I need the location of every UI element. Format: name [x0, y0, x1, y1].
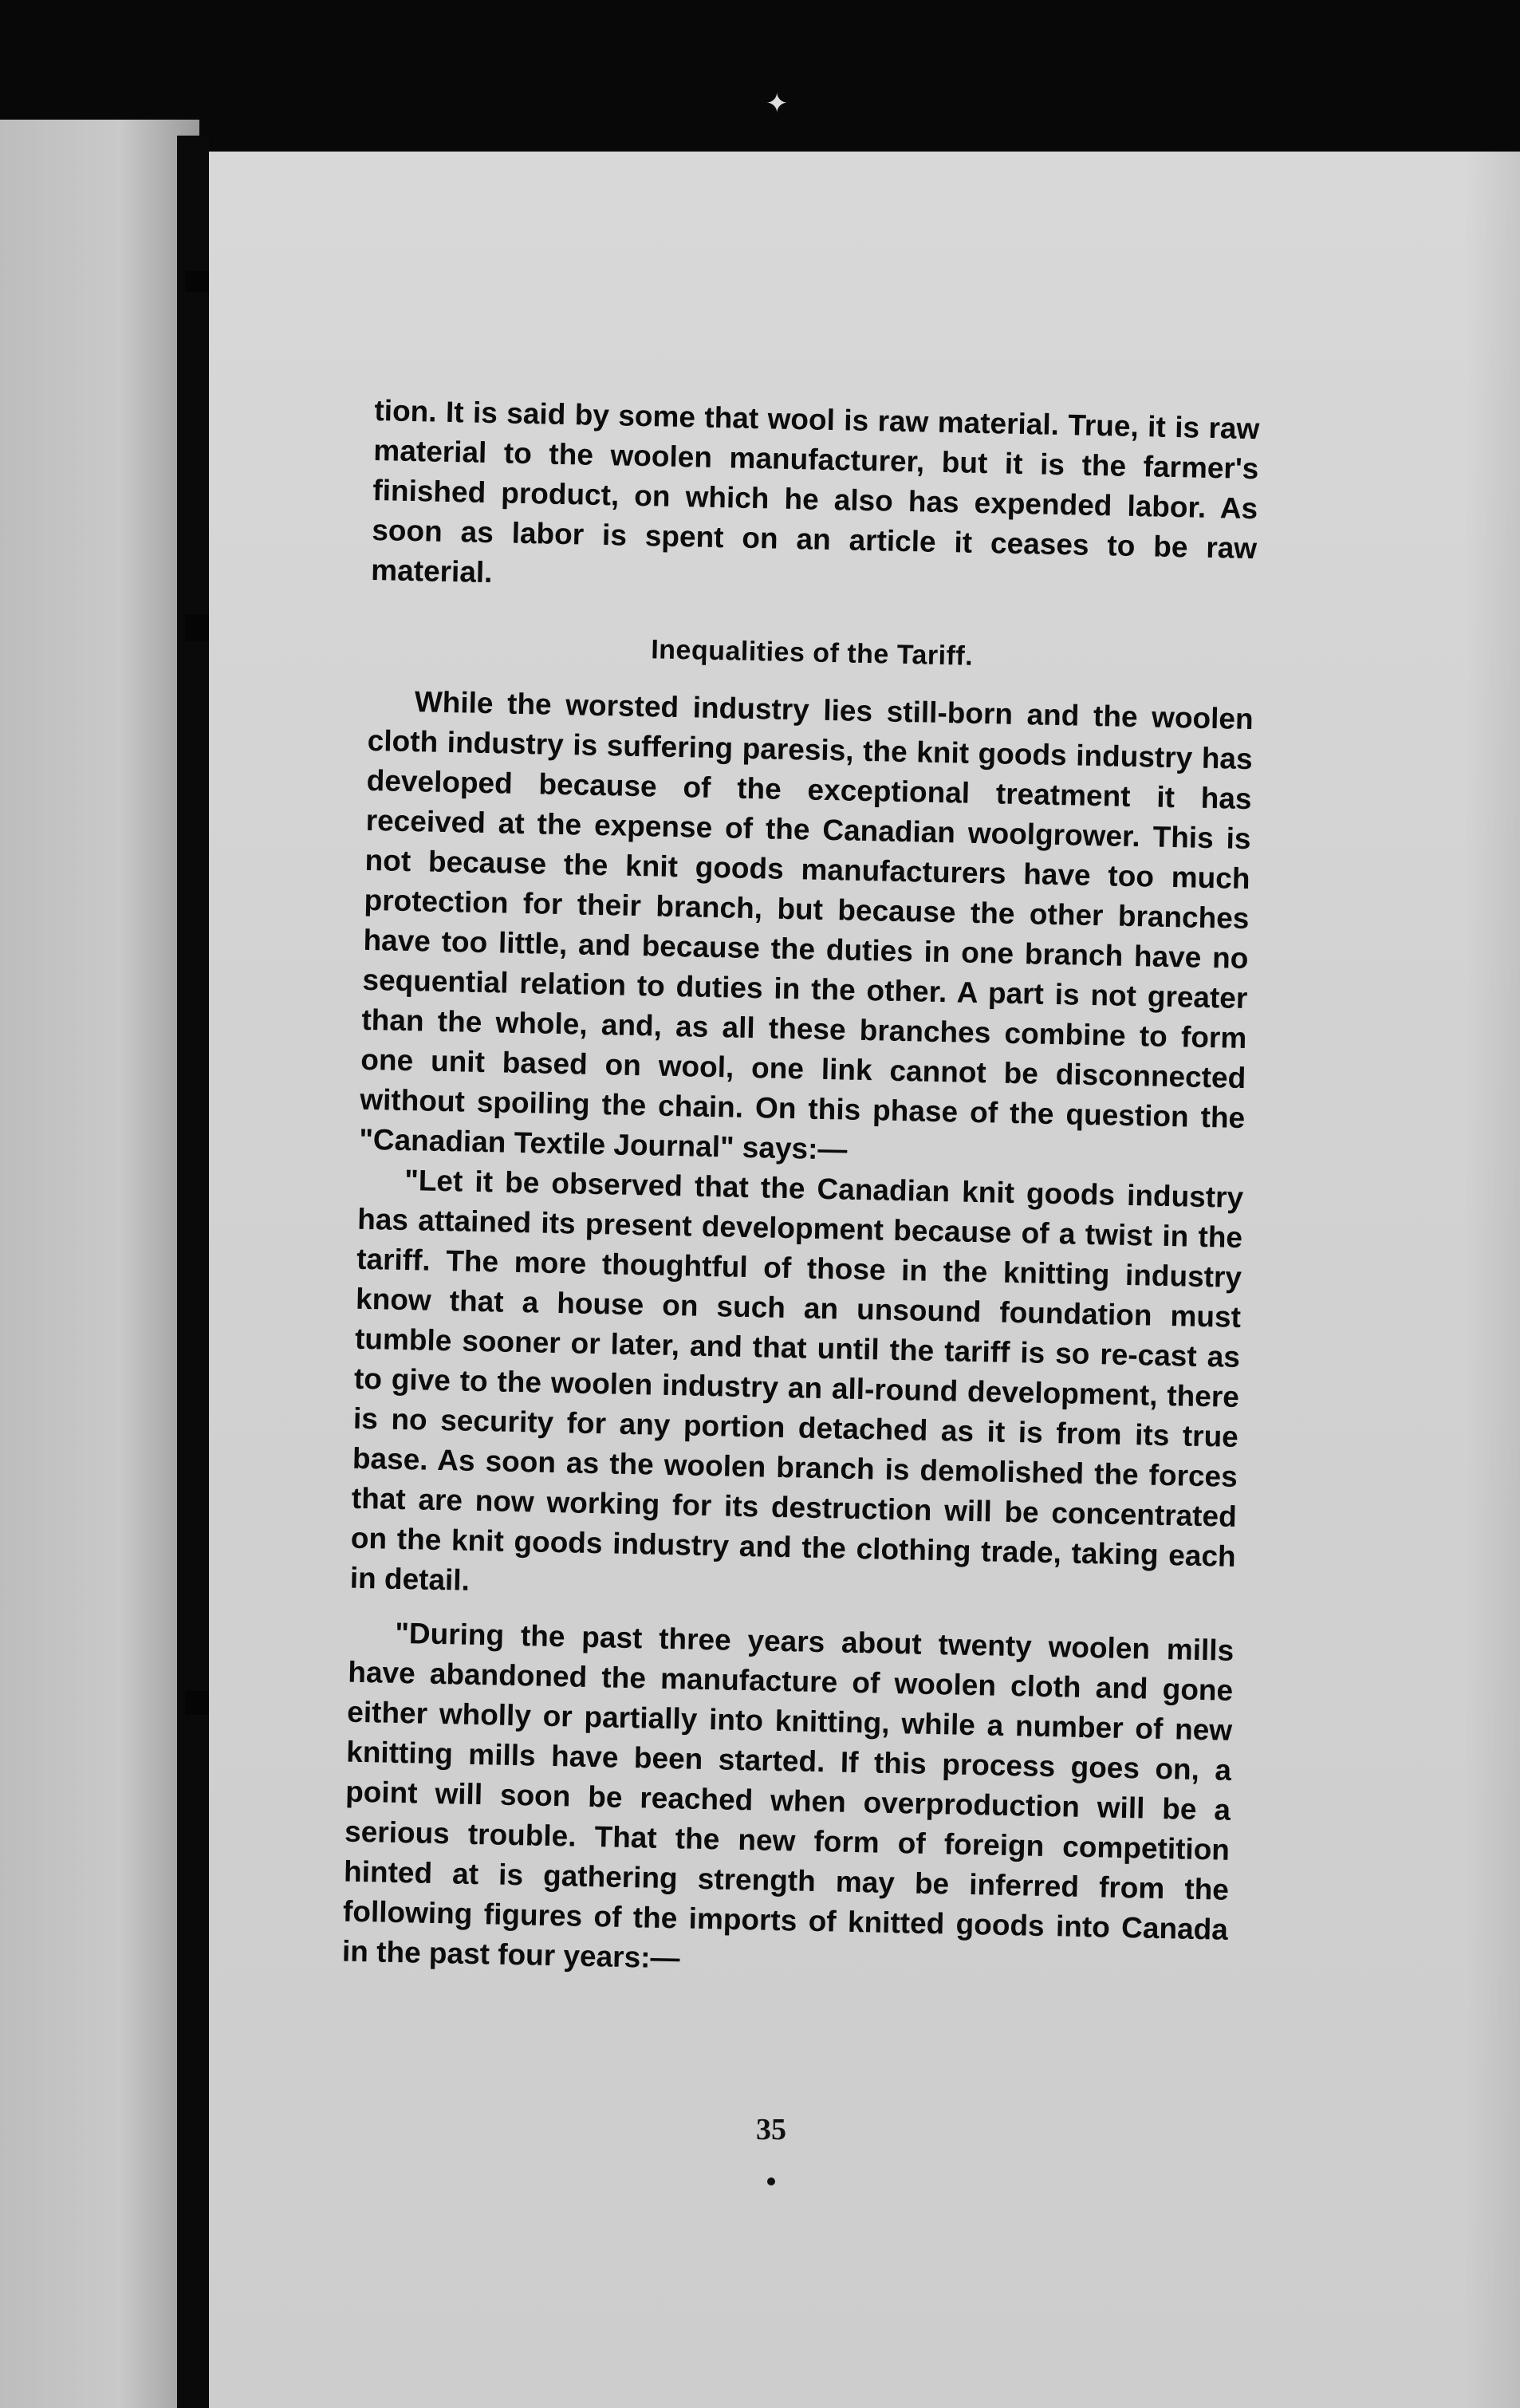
- binding-mark: [185, 271, 209, 292]
- page-body: [341, 391, 1259, 1990]
- binding-mark: [185, 1691, 209, 1715]
- quoted-paragraph: "During the past three years about twenty woolen mills have abandoned the manufacture of woolen cloth and gone either wholly or partially into knitting, while a number of new knitting mills have been started. If this process goes on, a point will soon be reached when overproduction will be a serious trouble. That the new form of foreign competition hinted at is gathering strength may be inferred from the following figures of the imports of knitted goods into Canada in the past four years:—: [341, 1616, 1235, 1975]
- quoted-paragraph: "Let it be observed that the Canadian knit goods industry has attained its present development because of a twist in the tariff. The more thoughtful of those in the knitting industry know that a house on such an unsound foundation must tumble sooner or later, and that until the tariff is so re-cast as to give to the woolen industry an all-round development, there is no security for any portion detached as it is from its true base. As soon as the woolen branch is demolished the forces that are now working for its destruction will be concentrated on the knit goods industry and the clothing trade, taking each in detail.: [349, 1164, 1244, 1597]
- paragraph: While the worsted industry lies still-born and the woolen cloth industry is suffering paresis, the knit goods industry has developed because of the exceptional treatment it has received at the expense of the Canadian woolgrower. This is not because the knit goods manufacturers have too much protection for their branch, but because the other branches have too little, and because the duties in one branch have no sequential relation to duties in the other. A part is not greater than the whole, and, as all these branches combine to form one unit based on wool, one link cannot be disconnected without spoiling the chain. On this phase of the question the "Canadian Textile Journal" says:—: [358, 685, 1254, 1166]
- binding-shadow: [177, 136, 209, 2408]
- section-heading: Inequalities of the Tariff.: [650, 634, 974, 672]
- page-shadow: [1464, 152, 1520, 2408]
- facing-page-edge: [0, 120, 199, 2408]
- page-number: 35: [756, 2113, 786, 2146]
- scan-speck: ✦: [766, 89, 789, 119]
- printer-dot: [767, 2177, 775, 2185]
- binding-mark: [185, 614, 209, 641]
- paragraph: tion. It is said by some that wool is raw material. True, it is raw material to the woolen manufacturer, but it is the farmer's finished product, on which he also has expended labor. As soon as labor is spent on an article it ceases to be raw material.: [370, 393, 1260, 589]
